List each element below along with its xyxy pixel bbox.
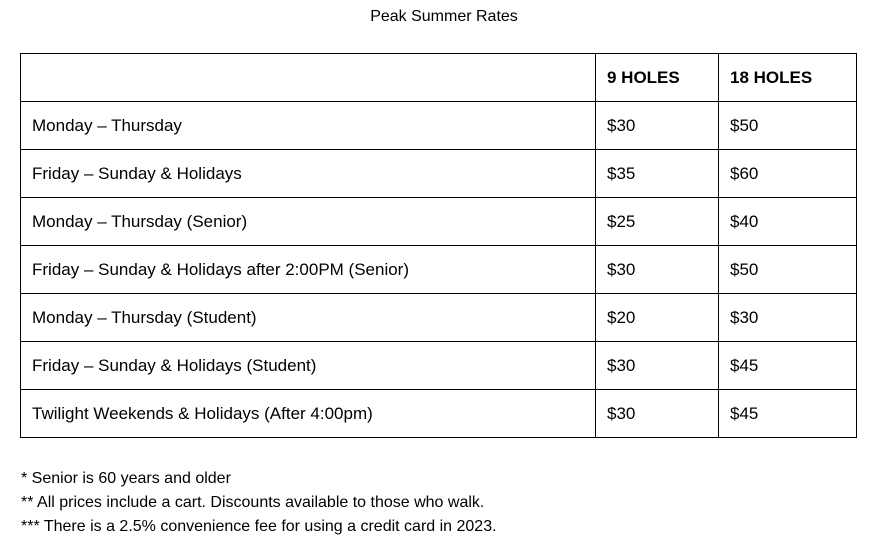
price-9-holes-cell: $25 [596,198,719,246]
rate-label-cell: Friday – Sunday & Holidays after 2:00PM (Senior) [21,246,596,294]
price-18-holes-cell: $60 [719,150,857,198]
price-9-holes-cell: $30 [596,102,719,150]
price-18-holes-cell: $50 [719,102,857,150]
rate-label-cell: Friday – Sunday & Holidays (Student) [21,342,596,390]
header-cell-9-holes: 9 HOLES [596,54,719,102]
price-18-holes-cell: $45 [719,342,857,390]
footnote-senior: * Senior is 60 years and older [21,470,231,487]
rate-label-cell: Monday – Thursday (Senior) [21,198,596,246]
table-header-row [21,54,857,102]
table-row [21,246,857,294]
price-18-holes-cell: $30 [719,294,857,342]
price-9-holes-cell: $30 [596,390,719,438]
table-row [21,198,857,246]
price-9-holes-cell: $30 [596,342,719,390]
price-18-holes-cell: $40 [719,198,857,246]
footnote-cart: ** All prices include a cart. Discounts available to those who walk. [21,494,485,511]
table-row [21,294,857,342]
price-9-holes-cell: $30 [596,246,719,294]
footnote-credit-card-fee: *** There is a 2.5% convenience fee for using a credit card in 2023. [21,518,497,535]
price-18-holes-cell: $45 [719,390,857,438]
page-title: Peak Summer Rates [370,8,518,25]
price-9-holes-cell: $20 [596,294,719,342]
rate-label-cell: Twilight Weekends & Holidays (After 4:00pm) [21,390,596,438]
rate-label-cell: Monday – Thursday [21,102,596,150]
table-row [21,390,857,438]
rates-table [20,53,857,438]
header-cell-18-holes: 18 HOLES [719,54,857,102]
header-cell-label [21,54,596,102]
rate-label-cell: Monday – Thursday (Student) [21,294,596,342]
table-row [21,150,857,198]
price-18-holes-cell: $50 [719,246,857,294]
price-9-holes-cell: $35 [596,150,719,198]
table-row [21,102,857,150]
table-row [21,342,857,390]
rate-label-cell: Friday – Sunday & Holidays [21,150,596,198]
footnotes [21,467,497,539]
